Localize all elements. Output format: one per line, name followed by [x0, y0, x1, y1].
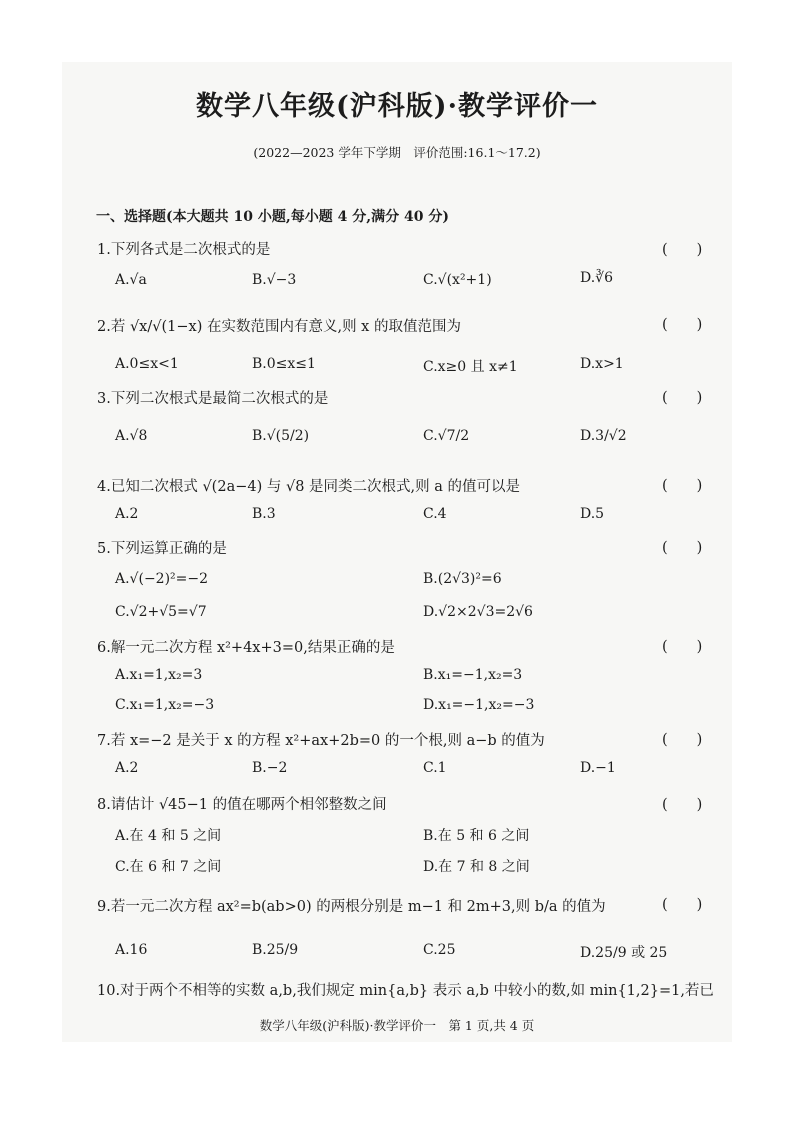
question-2-option-b: B.0≤x≤1 [252, 356, 316, 372]
question-9-option-c: C.25 [423, 942, 456, 958]
question-6-option-d: D.x₁=−1,x₂=−3 [423, 697, 535, 713]
question-1-stem: 1.下列各式是二次根式的是 [97, 242, 271, 258]
question-3-option-a: A.√8 [115, 428, 148, 444]
answer-paren: ( ) [662, 317, 703, 333]
question-7-option-c: C.1 [423, 760, 447, 776]
question-2-option-a: A.0≤x<1 [115, 356, 179, 372]
question-9-option-d: D.25/9 或 25 [580, 945, 668, 961]
question-9-option-b: B.25/9 [252, 942, 299, 958]
page-title: 数学八年级(沪科版)·教学评价一 [196, 91, 598, 122]
question-8-option-b: B.在 5 和 6 之间 [423, 828, 530, 844]
question-8-option-d: D.在 7 和 8 之间 [423, 859, 530, 875]
question-1-option-b: B.√−3 [252, 272, 297, 288]
answer-paren: ( ) [662, 797, 703, 813]
answer-paren: ( ) [662, 478, 703, 494]
question-3-option-d: D.3/√2 [580, 428, 627, 444]
question-4-option-c: C.4 [423, 506, 447, 522]
question-2-option-d: D.x>1 [580, 356, 624, 372]
question-5-stem: 5.下列运算正确的是 [97, 541, 227, 557]
question-7-option-d: D.−1 [580, 760, 616, 776]
question-3-option-b: B.√(5/2) [252, 428, 310, 444]
question-4-option-b: B.3 [252, 506, 276, 522]
section-heading: 一、选择题(本大题共 10 小题,每小题 4 分,满分 40 分) [96, 209, 449, 225]
question-8-stem: 8.请估计 √45−1 的值在哪两个相邻整数之间 [97, 797, 387, 813]
page-subtitle: (2022—2023 学年下学期 评价范围:16.1～17.2) [253, 145, 541, 160]
question-7-option-a: A.2 [115, 760, 139, 776]
question-8-option-a: A.在 4 和 5 之间 [115, 828, 222, 844]
question-2-option-c: C.x≥0 且 x≠1 [423, 359, 518, 375]
question-5-option-d: D.√2×2√3=2√6 [423, 604, 533, 620]
question-6-option-a: A.x₁=1,x₂=3 [115, 667, 203, 683]
question-4-option-d: D.5 [580, 506, 605, 522]
question-1-option-d: D.∛6 [580, 270, 614, 286]
answer-paren: ( ) [662, 390, 703, 406]
answer-paren: ( ) [662, 732, 703, 748]
question-5-option-b: B.(2√3)²=6 [423, 571, 502, 587]
question-5-option-c: C.√2+√5=√7 [115, 604, 207, 620]
question-3-option-c: C.√7/2 [423, 428, 470, 444]
question-4-stem: 4.已知二次根式 √(2a−4) 与 √8 是同类二次根式,则 a 的值可以是 [97, 479, 521, 495]
question-1-option-c: C.√(x²+1) [423, 272, 492, 288]
question-4-option-a: A.2 [115, 506, 139, 522]
question-9-stem: 9.若一元二次方程 ax²=b(ab>0) 的两根分别是 m−1 和 2m+3,则 b/a 的值为 [97, 899, 606, 915]
question-10-stem: 10.对于两个不相等的实数 a,b,我们规定 min{a,b} 表示 a,b 中较小的数,如 min{1,2}=1,若已 [97, 983, 714, 999]
answer-paren: ( ) [662, 639, 703, 655]
question-3-stem: 3.下列二次根式是最简二次根式的是 [97, 391, 329, 407]
question-2-stem: 2.若 √x/√(1−x) 在实数范围内有意义,则 x 的取值范围为 [97, 319, 461, 335]
answer-paren: ( ) [662, 540, 703, 556]
question-6-option-c: C.x₁=1,x₂=−3 [115, 697, 215, 713]
answer-paren: ( ) [662, 897, 703, 913]
question-6-option-b: B.x₁=−1,x₂=3 [423, 667, 523, 683]
question-8-option-c: C.在 6 和 7 之间 [115, 859, 222, 875]
question-7-stem: 7.若 x=−2 是关于 x 的方程 x²+ax+2b=0 的一个根,则 a−b 的值为 [97, 733, 545, 749]
question-1-option-a: A.√a [115, 272, 147, 288]
question-7-option-b: B.−2 [252, 760, 288, 776]
question-6-stem: 6.解一元二次方程 x²+4x+3=0,结果正确的是 [97, 640, 395, 656]
question-5-option-a: A.√(−2)²=−2 [115, 571, 209, 587]
question-9-option-a: A.16 [115, 942, 148, 958]
page-footer: 数学八年级(沪科版)·教学评价一 第 1 页,共 4 页 [259, 1018, 535, 1033]
answer-paren: ( ) [662, 242, 703, 258]
